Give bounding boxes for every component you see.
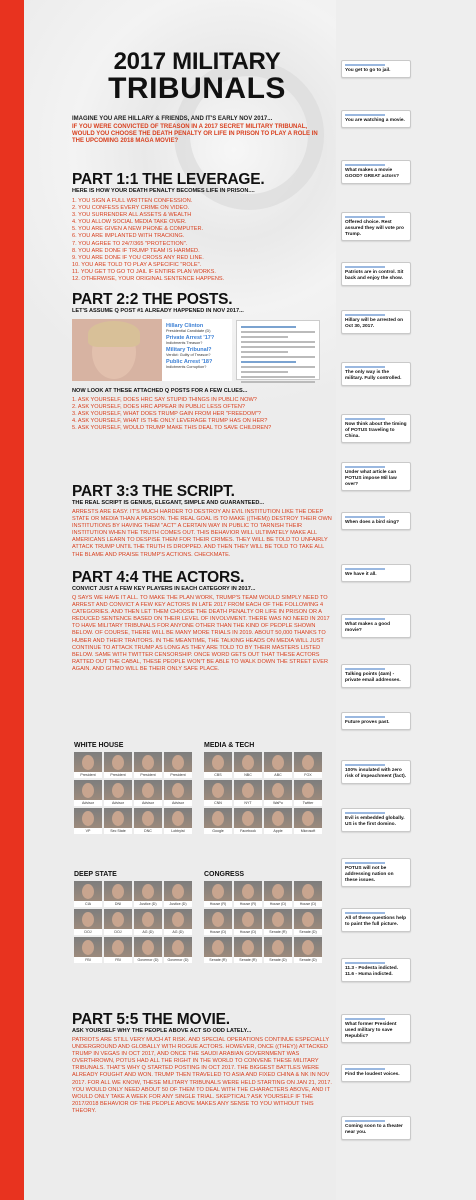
list-item: 10. YOU ARE TOLD TO PLAY A SPECIFIC "ROLE". xyxy=(72,261,202,268)
q-post-card xyxy=(341,110,411,128)
portrait-card xyxy=(294,808,322,834)
portrait-label: CNN xyxy=(204,800,232,806)
q-post-card xyxy=(341,614,411,638)
part-2-questions xyxy=(72,388,334,432)
portrait-face xyxy=(272,811,284,826)
part-2-list xyxy=(72,397,334,432)
portrait-face xyxy=(172,940,184,955)
portrait-face xyxy=(82,755,94,770)
page-title xyxy=(72,50,322,104)
portrait-face xyxy=(142,755,154,770)
post-text: All of these questions help to paint the full picture. xyxy=(345,916,407,927)
portrait-face xyxy=(142,940,154,955)
portrait-face xyxy=(172,755,184,770)
post-header xyxy=(345,812,385,814)
post-text: Evil is embedded globally. US is the first domino. xyxy=(345,816,405,827)
portrait-face xyxy=(272,884,284,899)
portrait-card xyxy=(134,937,162,963)
post-header xyxy=(345,314,385,316)
part-1-heading: PART 1:1 THE LEVERAGE. xyxy=(72,171,265,188)
portrait-face xyxy=(212,783,224,798)
list-item: 8. YOU ARE DONE IF TRUMP TEAM IS HARMED. xyxy=(72,247,200,254)
portrait-face xyxy=(272,912,284,927)
media-tech-grid xyxy=(204,752,322,834)
post-text: 11.3 - Podesta indicted. 11.6 - Huma indicted. xyxy=(345,966,399,977)
portrait-label: AG (D) xyxy=(164,929,192,935)
portrait-card xyxy=(234,752,262,778)
portrait-card xyxy=(134,909,162,935)
group-heading-media-tech: MEDIA & TECH xyxy=(204,742,255,749)
q-post-card xyxy=(341,564,411,582)
portrait-face xyxy=(82,811,94,826)
post-header xyxy=(345,668,385,670)
list-item: 2. ASK YOURSELF, DOES HRC APPEAR IN PUBLIC LESS OFTEN? xyxy=(72,404,246,411)
q-post-card xyxy=(341,858,411,887)
portrait-card xyxy=(104,780,132,806)
portrait-face xyxy=(112,811,124,826)
portrait-face xyxy=(142,912,154,927)
post-text: What makes a good movie? xyxy=(345,622,391,633)
portrait-label: WaPo xyxy=(264,800,292,806)
post-header xyxy=(345,568,385,570)
post-header xyxy=(345,466,385,468)
portrait-face xyxy=(242,940,254,955)
portrait-card xyxy=(104,752,132,778)
intro-body: IF YOU WERE CONVICTED OF TREASON IN A 2017 SECRET MILITARY TRIBUNAL, WOULD YOU CHOOSE THE DEATH PENALTY OR LIFE IN PRISON TO PLAY A ROLE IN THE UPCOMING 2018 MAGA MOVIE? xyxy=(72,124,318,145)
portrait-label: VP xyxy=(74,828,102,834)
intro-question: IMAGINE YOU ARE HILLARY & FRIENDS, AND IT'S EARLY NOV 2017... xyxy=(72,116,273,122)
q-post-card xyxy=(341,310,411,334)
post-text: Talking points (4am) - private email addresses. xyxy=(345,672,401,683)
part-4-body: Q SAYS WE HAVE IT ALL. TO MAKE THE PLAN WORK, TRUMP'S TEAM WOULD SIMPLY NEED TO ARREST AND CONVICT A FEW KEY ACTORS IN LATE 2017 FROM EACH OF THE FOLLOWING 4 CATEGORIES. AND THEN LET THEM CHOOSE THE DEATH PENALTY OR LIFE IN PRISON OR A REDUCED SENTENCE BASED ON THEIR LEVEL OF INVOLVMENT. THERE WAS NO NEED IN 2017 TO HAVE MILITARY TRIBUNALS FOR ANYONE OTHER THAN THE KIND OF PEOPLE SHOWN BELOW. OF COURSE, THERE WILL BE MANY MORE TRIALS IN 2019. ABOUT 50,000 THANKS TO HUBER AND THEIR TRAITORS. IN THE MEANTIME, THE TALKING HEADS ON MEDIA WILL JUST CONTINUE TO ATTACK TRUMP AS LONG AS THEY ARE TOLD TO BY THEIR MASTERS LISTED BELOW. SAME WITH TWITTER CENSORSHIP. ONCE WORD GETS OUT THAT THESE ACTORS RATTED OUT THE CABAL, THESE PEOPLE WON'T BE ABLE TO WALK DOWN THE STREET EVER AGAIN. AND GITMO WILL BE THEIR ONLY SAFE PLACE. xyxy=(72,595,330,672)
portrait-card xyxy=(74,937,102,963)
list-item: 4. ASK YOURSELF, WHAT IS THE ONLY LEVERAGE TRUMP HAS ON HER? xyxy=(72,418,268,425)
portrait-face xyxy=(242,811,254,826)
portrait-label: CBS xyxy=(204,772,232,778)
portrait-card xyxy=(264,752,292,778)
part-2-section xyxy=(72,292,334,315)
q-post-card xyxy=(341,512,411,530)
post-text: Patriots are in control. Sit back and enjoy the show. xyxy=(345,270,404,281)
q-post-card xyxy=(341,1014,411,1043)
portrait-label: FBI xyxy=(74,957,102,963)
portrait-label: Advisor xyxy=(104,800,132,806)
portrait-face xyxy=(302,783,314,798)
portrait-card xyxy=(164,909,192,935)
portrait-label: DOJ xyxy=(104,929,132,935)
portrait-face xyxy=(82,884,94,899)
part-5-heading: PART 5:5 THE MOVIE. xyxy=(72,1011,230,1028)
post-header xyxy=(345,716,385,718)
portrait-card xyxy=(164,937,192,963)
q-post-card xyxy=(341,160,411,184)
post-header xyxy=(345,216,385,218)
part-1-list xyxy=(72,198,334,283)
part-3-body: ARRESTS ARE EASY. IT'S MUCH HARDER TO DESTROY AN EVIL INSTITUTION LIKE THE DEEP STATE OR MEDIA THAN A PERSON. THE REAL GOAL IS TO MAKE ((THEM)) DESTROY THEIR OWN INSTITUTIONS BY HAVING THEM "ACT" A CERTAIN WAY IN PUBLIC TO TARNISH THEIR INSTITUTION WHEN THE TRUTH COMES OUT. THIS BEHAVIOR WILL ULTIMATELY MAKE ALL AMERICANS LEARN TO DESPISE THEM FOR THEIR CRIMES. THEY WILL BE TOLD TO UNFAIRLY ATTACK TRUMP UNTIL THE TRUTH IS DROPPED. AND THEN THEY WILL BE TOLD TO TAKE ALL THE BLAME AND PRAISE TRUMP'S ACTIONS. CHECKMATE. xyxy=(72,509,332,558)
post-header xyxy=(345,962,385,964)
portrait-face xyxy=(302,884,314,899)
part-2-heading: PART 2:2 THE POSTS. xyxy=(72,291,233,308)
post-header xyxy=(345,64,385,66)
part-4-section xyxy=(72,570,334,673)
list-item: 9. YOU ARE DONE IF YOU CROSS ANY RED LINE. xyxy=(72,254,204,261)
q-post-card xyxy=(341,808,411,832)
part-1-section xyxy=(72,172,334,283)
portrait-face xyxy=(172,912,184,927)
portrait-card xyxy=(294,752,322,778)
list-item: 2. YOU CONFESS EVERY CRIME ON VIDEO. xyxy=(72,205,190,212)
portrait-face xyxy=(242,755,254,770)
portrait-face xyxy=(272,755,284,770)
portrait-label: Advisor xyxy=(164,800,192,806)
post-text: Find the loudest voices. xyxy=(345,1072,400,1077)
portrait-card xyxy=(104,881,132,907)
part-1-lead: HERE IS HOW YOUR DEATH PENALTY BECOMES LIFE IN PRISON.... xyxy=(72,188,255,194)
portrait-face xyxy=(82,912,94,927)
post-header xyxy=(345,164,385,166)
portrait-label: Governor (D) xyxy=(164,957,192,963)
portrait-label: Senate (D) xyxy=(294,957,322,963)
portrait-face xyxy=(172,811,184,826)
post-header xyxy=(345,1018,385,1020)
q-post-card xyxy=(341,1064,411,1082)
portrait-face xyxy=(272,783,284,798)
portrait-card xyxy=(164,752,192,778)
portrait-label: Senate (R) xyxy=(234,957,262,963)
list-item: 5. YOU ARE GIVEN A NEW PHONE & COMPUTER. xyxy=(72,226,204,233)
post-text: Offered choice. Rest assured they will vote pro Trump. xyxy=(345,220,404,237)
congress-grid xyxy=(204,881,322,963)
portrait-face xyxy=(112,940,124,955)
portrait-card xyxy=(204,881,232,907)
portrait-face xyxy=(112,755,124,770)
portrait-card xyxy=(264,937,292,963)
status-entry: Hillary Clinton Presidential Candidate (D) xyxy=(166,323,211,333)
post-text: POTUS will not be addressing nation on these issues. xyxy=(345,866,394,883)
portrait-label: Microsoft xyxy=(294,828,322,834)
post-header xyxy=(345,366,385,368)
portrait-card xyxy=(264,808,292,834)
portrait-card xyxy=(234,881,262,907)
portrait-label: President xyxy=(164,772,192,778)
group-heading-congress: CONGRESS xyxy=(204,871,245,878)
portrait-card xyxy=(204,808,232,834)
portrait-face xyxy=(82,940,94,955)
post-text: Now think about the timing of POTUS traveling to China. xyxy=(345,422,407,439)
list-item: 1. YOU SIGN A FULL WRITTEN CONFESSION. xyxy=(72,198,193,204)
q-post-card xyxy=(341,262,411,286)
post-text: You are watching a movie. xyxy=(345,118,405,123)
part-5-section xyxy=(72,1012,334,1115)
q-post-card xyxy=(341,1116,411,1140)
portrait-face xyxy=(302,912,314,927)
portrait-label: President xyxy=(104,772,132,778)
portrait-label: DNI xyxy=(104,901,132,907)
portrait-label: DNC xyxy=(134,828,162,834)
portrait-face xyxy=(112,884,124,899)
status-card xyxy=(162,319,232,381)
q-post-screenshot xyxy=(236,320,320,380)
post-text: 100% insulated with zero risk of impeachment (fact). xyxy=(345,768,407,779)
part-4-lead: CONVICT JUST A FEW KEY PLAYERS IN EACH CATEGORY IN 2017... xyxy=(72,586,256,592)
portrait-label: House (D) xyxy=(204,929,232,935)
list-item: 1. ASK YOURSELF, DOES HRC SAY STUPID THINGS IN PUBLIC NOW? xyxy=(72,397,257,403)
portrait-card xyxy=(204,937,232,963)
portrait-face xyxy=(142,783,154,798)
portrait-face xyxy=(112,783,124,798)
post-text: We have it all. xyxy=(345,572,377,577)
portrait-face xyxy=(302,811,314,826)
post-text: When does a bird sing? xyxy=(345,520,400,525)
portrait-label: Advisor xyxy=(74,800,102,806)
portrait-card xyxy=(204,752,232,778)
portrait-label: Twitter xyxy=(294,800,322,806)
title-line-1: 2017 MILITARY xyxy=(113,48,281,75)
status-entry: Private Arrest '17? Indictments Treason? xyxy=(166,335,215,345)
portrait-card xyxy=(164,881,192,907)
portrait-face xyxy=(212,912,224,927)
portrait-label: President xyxy=(74,772,102,778)
post-text: You get to go to jail. xyxy=(345,68,391,73)
portrait-card xyxy=(134,808,162,834)
portrait-face xyxy=(212,811,224,826)
portrait-face xyxy=(212,940,224,955)
title-line-2: TRIBUNALS xyxy=(108,72,286,105)
portrait-label: NYT xyxy=(234,800,262,806)
post-header xyxy=(345,862,385,864)
group-heading-deep-state: DEEP STATE xyxy=(74,871,117,878)
portrait-card xyxy=(104,937,132,963)
list-item: 3. ASK YOURSELF, WHAT DOES TRUMP GAIN FROM HER "FREEDOM"? xyxy=(72,411,262,418)
portrait-card xyxy=(134,881,162,907)
post-text: The only way is the military. Fully controlled. xyxy=(345,370,402,381)
left-red-bar xyxy=(0,0,24,1200)
portrait-label: Advisor xyxy=(134,800,162,806)
portrait-label: Justice (D) xyxy=(134,901,162,907)
part-5-body: PATRIOTS ARE STILL VERY MUCH AT RISK. AND SPECIAL OPERATIONS CONTINUE ESPECIALLY UNDERGROUND AND GLOBALLY WITH ROGUE ACTORS. HOWEVER, ONCE ((THEY)) ATTACKED TRUMP IN VEGAS IN OCT 2017, AND ONCE THE SAUDI ARABIAN GOVERNMENT WAS OVERTHROWN, POTUS HAD ALL THE RIGHT IN THE WORLD TO CONVENE THESE MILITARY TRIBUNALS. THAT'S WHY Q STARTED POSTING IN OCT 2017. THE BIGGEST BATTLES WERE ALREADY FOUGHT AND WON. TRUMP THEN TRAVELED TO ASIA AND FIXED CHINA & NK IN NOV 2017. FOR ALL WE KNOW, THESE MILITARY TRIBUNALS WERE HELD STARTING ON JAN 21, 2017. YOU WOULD ONLY NEED ABOUT 50 OF THEM TO DEAL WITH THE CHARACTERS ABOVE, AND IT WOULD ONLY TAKE A WEEK FOR ANY SINGLE TRIAL. SKEPTICAL? ASK YOURSELF IF THE 2017/2018 BEHAVIOR OF THE PEOPLE ABOVE MAKES ANY SENSE TO YOU WITHOUT THIS THEORY. xyxy=(72,1037,332,1114)
q-post-card xyxy=(341,60,411,78)
part-3-heading: PART 3:3 THE SCRIPT. xyxy=(72,483,235,500)
portrait-face xyxy=(212,884,224,899)
white-house-grid xyxy=(74,752,192,834)
portrait-card xyxy=(264,780,292,806)
list-item: 11. YOU GET TO GO TO JAIL IF ENTIRE PLAN WORKS. xyxy=(72,268,216,275)
portrait-label: Senate (D) xyxy=(294,929,322,935)
part-3-section xyxy=(72,484,334,559)
portrait-label: FOX xyxy=(294,772,322,778)
portrait-face xyxy=(242,884,254,899)
portrait-card xyxy=(234,808,262,834)
portrait-card xyxy=(234,937,262,963)
portrait-card xyxy=(234,780,262,806)
post-header xyxy=(345,266,385,268)
portrait-face xyxy=(172,884,184,899)
part-4-heading: PART 4:4 THE ACTORS. xyxy=(72,569,245,586)
portrait-card xyxy=(294,881,322,907)
portrait-card xyxy=(104,909,132,935)
post-text: What former President used military to save Republic? xyxy=(345,1022,397,1039)
portrait-card xyxy=(164,808,192,834)
portrait-card xyxy=(264,881,292,907)
portrait-face xyxy=(242,783,254,798)
part-2-lead: LET'S ASSUME Q POST #1 ALREADY HAPPENED IN NOV 2017... xyxy=(72,308,244,314)
portrait-face xyxy=(242,912,254,927)
q-post-card xyxy=(341,712,411,730)
portrait-label: House (R) xyxy=(234,901,262,907)
post-header xyxy=(345,912,385,914)
post-header xyxy=(345,114,385,116)
portrait-card xyxy=(164,780,192,806)
status-entry: Public Arrest '18? Indictments Corruption? xyxy=(166,359,213,369)
portrait-label: Google xyxy=(204,828,232,834)
q-post-card xyxy=(341,760,411,784)
deep-state-grid xyxy=(74,881,192,963)
portrait-card xyxy=(204,909,232,935)
portrait-card xyxy=(134,780,162,806)
portrait-label: House (D) xyxy=(264,901,292,907)
portrait-face xyxy=(112,912,124,927)
portrait-card xyxy=(234,909,262,935)
portrait-label: FBI xyxy=(104,957,132,963)
status-entry: Military Tribunal? Verdict: Guilty of Treason? xyxy=(166,347,212,357)
portrait-card xyxy=(294,780,322,806)
post-header xyxy=(345,764,385,766)
portrait-label: CIA xyxy=(74,901,102,907)
portrait-card xyxy=(74,780,102,806)
post-header xyxy=(345,1068,385,1070)
portrait-label: Senate (R) xyxy=(204,957,232,963)
list-item: 12. OTHERWISE, YOUR ORIGINAL SENTENCE HAPPENS. xyxy=(72,276,225,283)
list-item: 7. YOU AGREE TO 24/7/365 "PROTECTION". xyxy=(72,240,188,247)
q-post-card xyxy=(341,462,411,491)
post-header xyxy=(345,618,385,620)
portrait-card xyxy=(294,937,322,963)
q-post-card xyxy=(341,908,411,932)
portrait-card xyxy=(74,909,102,935)
portrait-card xyxy=(264,909,292,935)
portrait-label: ABC xyxy=(264,772,292,778)
list-item: 6. YOU ARE IMPLANTED WITH TRACKING. xyxy=(72,233,185,240)
q-post-card xyxy=(341,212,411,241)
part-3-lead: THE REAL SCRIPT IS GENIUS, ELEGANT, SIMPLE AND GUARANTEED... xyxy=(72,500,265,506)
portrait-card xyxy=(74,808,102,834)
portrait-card xyxy=(74,881,102,907)
portrait-label: Governor (D) xyxy=(134,957,162,963)
post-text: Under what article can POTUS impose Mil law over? xyxy=(345,470,397,487)
portrait-face xyxy=(82,783,94,798)
portrait-label: House (D) xyxy=(234,929,262,935)
q-post-card xyxy=(341,414,411,443)
portrait-label: NBC xyxy=(234,772,262,778)
portrait-label: Senate (D) xyxy=(264,957,292,963)
portrait-label: Lobbyist xyxy=(164,828,192,834)
portrait-face xyxy=(302,940,314,955)
group-heading-white-house: WHITE HOUSE xyxy=(74,742,124,749)
list-item: 5. ASK YOURSELF, WOULD TRUMP MAKE THIS DEAL TO SAVE CHILDREN? xyxy=(72,425,272,432)
portrait-face xyxy=(142,811,154,826)
part-5-lead: ASK YOURSELF WHY THE PEOPLE ABOVE ACT SO ODD LATELY... xyxy=(72,1028,252,1034)
q-post-card xyxy=(341,362,411,386)
portrait-label: Sec State xyxy=(104,828,132,834)
list-item: 3. YOU SURRENDER ALL ASSETS & WEALTH xyxy=(72,212,192,219)
portrait-label: DOJ xyxy=(74,929,102,935)
list-item: 4. YOU ALLOW SOCIAL MEDIA TAKE OVER. xyxy=(72,219,187,226)
post-header xyxy=(345,1120,385,1122)
portrait-face xyxy=(172,783,184,798)
portrait-label: AG (D) xyxy=(134,929,162,935)
portrait-face xyxy=(142,884,154,899)
portrait-label: House (D) xyxy=(294,901,322,907)
q-post-card xyxy=(341,958,411,982)
portrait-face xyxy=(212,755,224,770)
portrait-label: Apple xyxy=(264,828,292,834)
portrait-label: Justice (D) xyxy=(164,901,192,907)
post-text: What makes a movie GOOD? GREAT actors? xyxy=(345,168,400,179)
portrait-label: President xyxy=(134,772,162,778)
portrait-card xyxy=(74,752,102,778)
portrait-face xyxy=(272,940,284,955)
portrait-card xyxy=(294,909,322,935)
portrait-card xyxy=(204,780,232,806)
portrait-card xyxy=(104,808,132,834)
part-2-lead-2: NOW LOOK AT THESE ATTACHED Q POSTS FOR A FEW CLUES... xyxy=(72,388,248,394)
portrait-label: Facebook xyxy=(234,828,262,834)
portrait-label: House (R) xyxy=(204,901,232,907)
post-header xyxy=(345,516,385,518)
hillary-photo xyxy=(72,319,162,381)
portrait-card xyxy=(134,752,162,778)
portrait-face xyxy=(302,755,314,770)
post-text: Future proves past. xyxy=(345,720,390,725)
post-text: Hillary will be arrested on Oct 30, 2017. xyxy=(345,318,404,329)
post-text: Coming soon to a theater near you. xyxy=(345,1124,403,1135)
portrait-label: Senate (R) xyxy=(264,929,292,935)
post-header xyxy=(345,418,385,420)
q-post-card xyxy=(341,664,411,688)
